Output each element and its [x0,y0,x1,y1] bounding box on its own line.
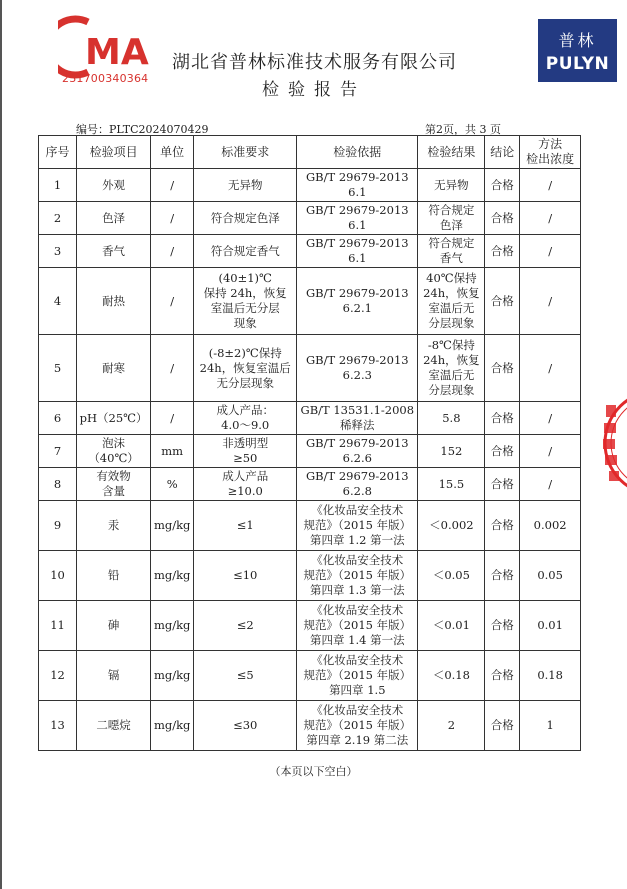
cell-standard: 符合规定色泽 [194,202,297,235]
cell-seq: 5 [39,335,77,402]
cell-conclusion: 合格 [485,335,520,402]
cell-seq: 7 [39,435,77,468]
cell-basis: 《化妆品安全技术 规范》（2015 年版） 第四章 2.19 第二法 [297,701,418,751]
cell-seq: 11 [39,601,77,651]
cell-unit: mg/kg [151,701,194,751]
header-basis: 检验依据 [297,136,418,169]
cell-conclusion: 合格 [485,169,520,202]
cell-seq: 12 [39,651,77,701]
cell-conclusion: 合格 [485,651,520,701]
cell-result: ＜0.01 [418,601,485,651]
inspection-table [38,135,581,751]
cell-conclusion: 合格 [485,268,520,335]
cell-detection-limit: 0.002 [520,501,581,551]
cell-result: 符合规定 香气 [418,235,485,268]
cell-result: 5.8 [418,402,485,435]
cell-conclusion: 合格 [485,435,520,468]
cell-standard: 成人产品： 4.0～9.0 [194,402,297,435]
table-row [39,468,581,501]
cell-unit: mg/kg [151,651,194,701]
cell-standard: 成人产品 ≥10.0 [194,468,297,501]
cell-item: 汞 [77,501,151,551]
cell-result: ＜0.05 [418,551,485,601]
cell-unit: / [151,402,194,435]
blank-note: （本页以下空白） [269,765,358,778]
cell-result: 152 [418,435,485,468]
cell-item: pH（25℃） [77,402,151,435]
cell-basis: GB/T 13531.1-2008 稀释法 [297,402,418,435]
cell-seq: 6 [39,402,77,435]
cell-basis: 《化妆品安全技术 规范》（2015 年版） 第四章 1.5 [297,651,418,701]
cell-detection-limit: 0.01 [520,601,581,651]
company-name: 湖北省普林标准技术服务有限公司 [172,52,457,73]
cell-standard: (-8±2)℃保持 24h，恢复室温后 无分层现象 [194,335,297,402]
cell-basis: GB/T 29679-2013 6.1 [297,202,418,235]
cell-basis: 《化妆品安全技术 规范》（2015 年版） 第四章 1.3 第一法 [297,551,418,601]
cell-basis: GB/T 29679-2013 6.2.3 [297,335,418,402]
cell-basis: GB/T 29679-2013 6.1 [297,169,418,202]
cell-result: 无异物 [418,169,485,202]
cell-standard: 非透明型 ≥50 [194,435,297,468]
cma-logo-text: MA [85,32,149,73]
pulyn-logo [538,19,617,82]
cell-basis: 《化妆品安全技术 规范》（2015 年版） 第四章 1.2 第一法 [297,501,418,551]
header-item: 检验项目 [77,136,151,169]
table-row [39,601,581,651]
table-row [39,202,581,235]
cell-standard: ≤2 [194,601,297,651]
cell-detection-limit: 0.18 [520,651,581,701]
cell-seq: 8 [39,468,77,501]
cell-conclusion: 合格 [485,701,520,751]
cell-standard: ≤30 [194,701,297,751]
cell-standard: ≤10 [194,551,297,601]
header-seq: 序号 [39,136,77,169]
brand-en: PULYN [545,54,610,74]
cell-detection-limit: / [520,468,581,501]
cell-standard: ≤1 [194,501,297,551]
cell-result: 2 [418,701,485,751]
report-title: 检验报告 [262,80,366,100]
cell-item: 铅 [77,551,151,601]
header-standard: 标准要求 [194,136,297,169]
cell-item: 泡沫 （40℃） [77,435,151,468]
cell-unit: / [151,268,194,335]
cell-detection-limit: / [520,202,581,235]
cell-result: ＜0.002 [418,501,485,551]
cell-basis: 《化妆品安全技术 规范》（2015 年版） 第四章 1.4 第一法 [297,601,418,651]
cell-detection-limit: 0.05 [520,551,581,601]
cell-item: 色泽 [77,202,151,235]
cell-conclusion: 合格 [485,601,520,651]
cell-result: ＜0.18 [418,651,485,701]
cell-detection-limit: 1 [520,701,581,751]
header-result: 检验结果 [418,136,485,169]
table-header-row [39,136,581,169]
cell-seq: 1 [39,169,77,202]
table-row [39,169,581,202]
cell-standard: 无异物 [194,169,297,202]
cell-detection-limit: / [520,335,581,402]
table-row [39,551,581,601]
cell-standard: (40±1)℃ 保持 24h，恢复 室温后无分层 现象 [194,268,297,335]
header-detection-limit: 方法 检出浓度 [520,136,581,169]
cell-detection-limit: / [520,169,581,202]
table-body [39,169,581,751]
cell-standard: 符合规定香气 [194,235,297,268]
cell-conclusion: 合格 [485,468,520,501]
header-conclusion: 结论 [485,136,520,169]
cell-conclusion: 合格 [485,501,520,551]
cell-item: 香气 [77,235,151,268]
cell-seq: 13 [39,701,77,751]
cell-unit: / [151,335,194,402]
cell-result: 40℃保持 24h，恢复 室温后无 分层现象 [418,268,485,335]
cell-item: 砷 [77,601,151,651]
table-row [39,268,581,335]
cell-basis: GB/T 29679-2013 6.2.1 [297,268,418,335]
cell-detection-limit: / [520,235,581,268]
cell-unit: mg/kg [151,601,194,651]
cell-basis: GB/T 29679-2013 6.2.6 [297,435,418,468]
cell-result: 符合规定 色泽 [418,202,485,235]
cell-result: -8℃保持 24h，恢复 室温后无 分层现象 [418,335,485,402]
cell-result: 15.5 [418,468,485,501]
cell-unit: / [151,169,194,202]
cell-unit: mg/kg [151,501,194,551]
cell-conclusion: 合格 [485,551,520,601]
cell-seq: 4 [39,268,77,335]
cell-basis: GB/T 29679-2013 6.1 [297,235,418,268]
header-unit: 单位 [151,136,194,169]
table-row [39,701,581,751]
table-row [39,651,581,701]
official-seal-stamp [597,383,627,503]
cell-item: 耐寒 [77,335,151,402]
table-row [39,335,581,402]
cell-item: 外观 [77,169,151,202]
cell-unit: % [151,468,194,501]
cell-detection-limit: / [520,402,581,435]
cell-conclusion: 合格 [485,202,520,235]
cell-item: 耐热 [77,268,151,335]
cell-unit: mm [151,435,194,468]
table-row [39,402,581,435]
page-info: 第2页，共 3 页 [425,123,501,136]
cell-seq: 2 [39,202,77,235]
table-row [39,235,581,268]
cell-detection-limit: / [520,268,581,335]
report-number: 编号：PLTC2024070429 [76,123,209,136]
cell-seq: 10 [39,551,77,601]
cell-item: 有效物 含量 [77,468,151,501]
cell-item: 二噁烷 [77,701,151,751]
cell-standard: ≤5 [194,651,297,701]
cell-seq: 3 [39,235,77,268]
cell-unit: / [151,235,194,268]
page-left-border [0,0,2,889]
cell-item: 镉 [77,651,151,701]
cell-detection-limit: / [520,435,581,468]
table-row [39,501,581,551]
cell-conclusion: 合格 [485,235,520,268]
table-row [39,435,581,468]
brand-cn: 普林 [558,31,597,50]
cell-conclusion: 合格 [485,402,520,435]
cell-basis: GB/T 29679-2013 6.2.8 [297,468,418,501]
cell-unit: / [151,202,194,235]
cell-seq: 9 [39,501,77,551]
cell-unit: mg/kg [151,551,194,601]
cma-code: 231700340364 [62,72,149,85]
